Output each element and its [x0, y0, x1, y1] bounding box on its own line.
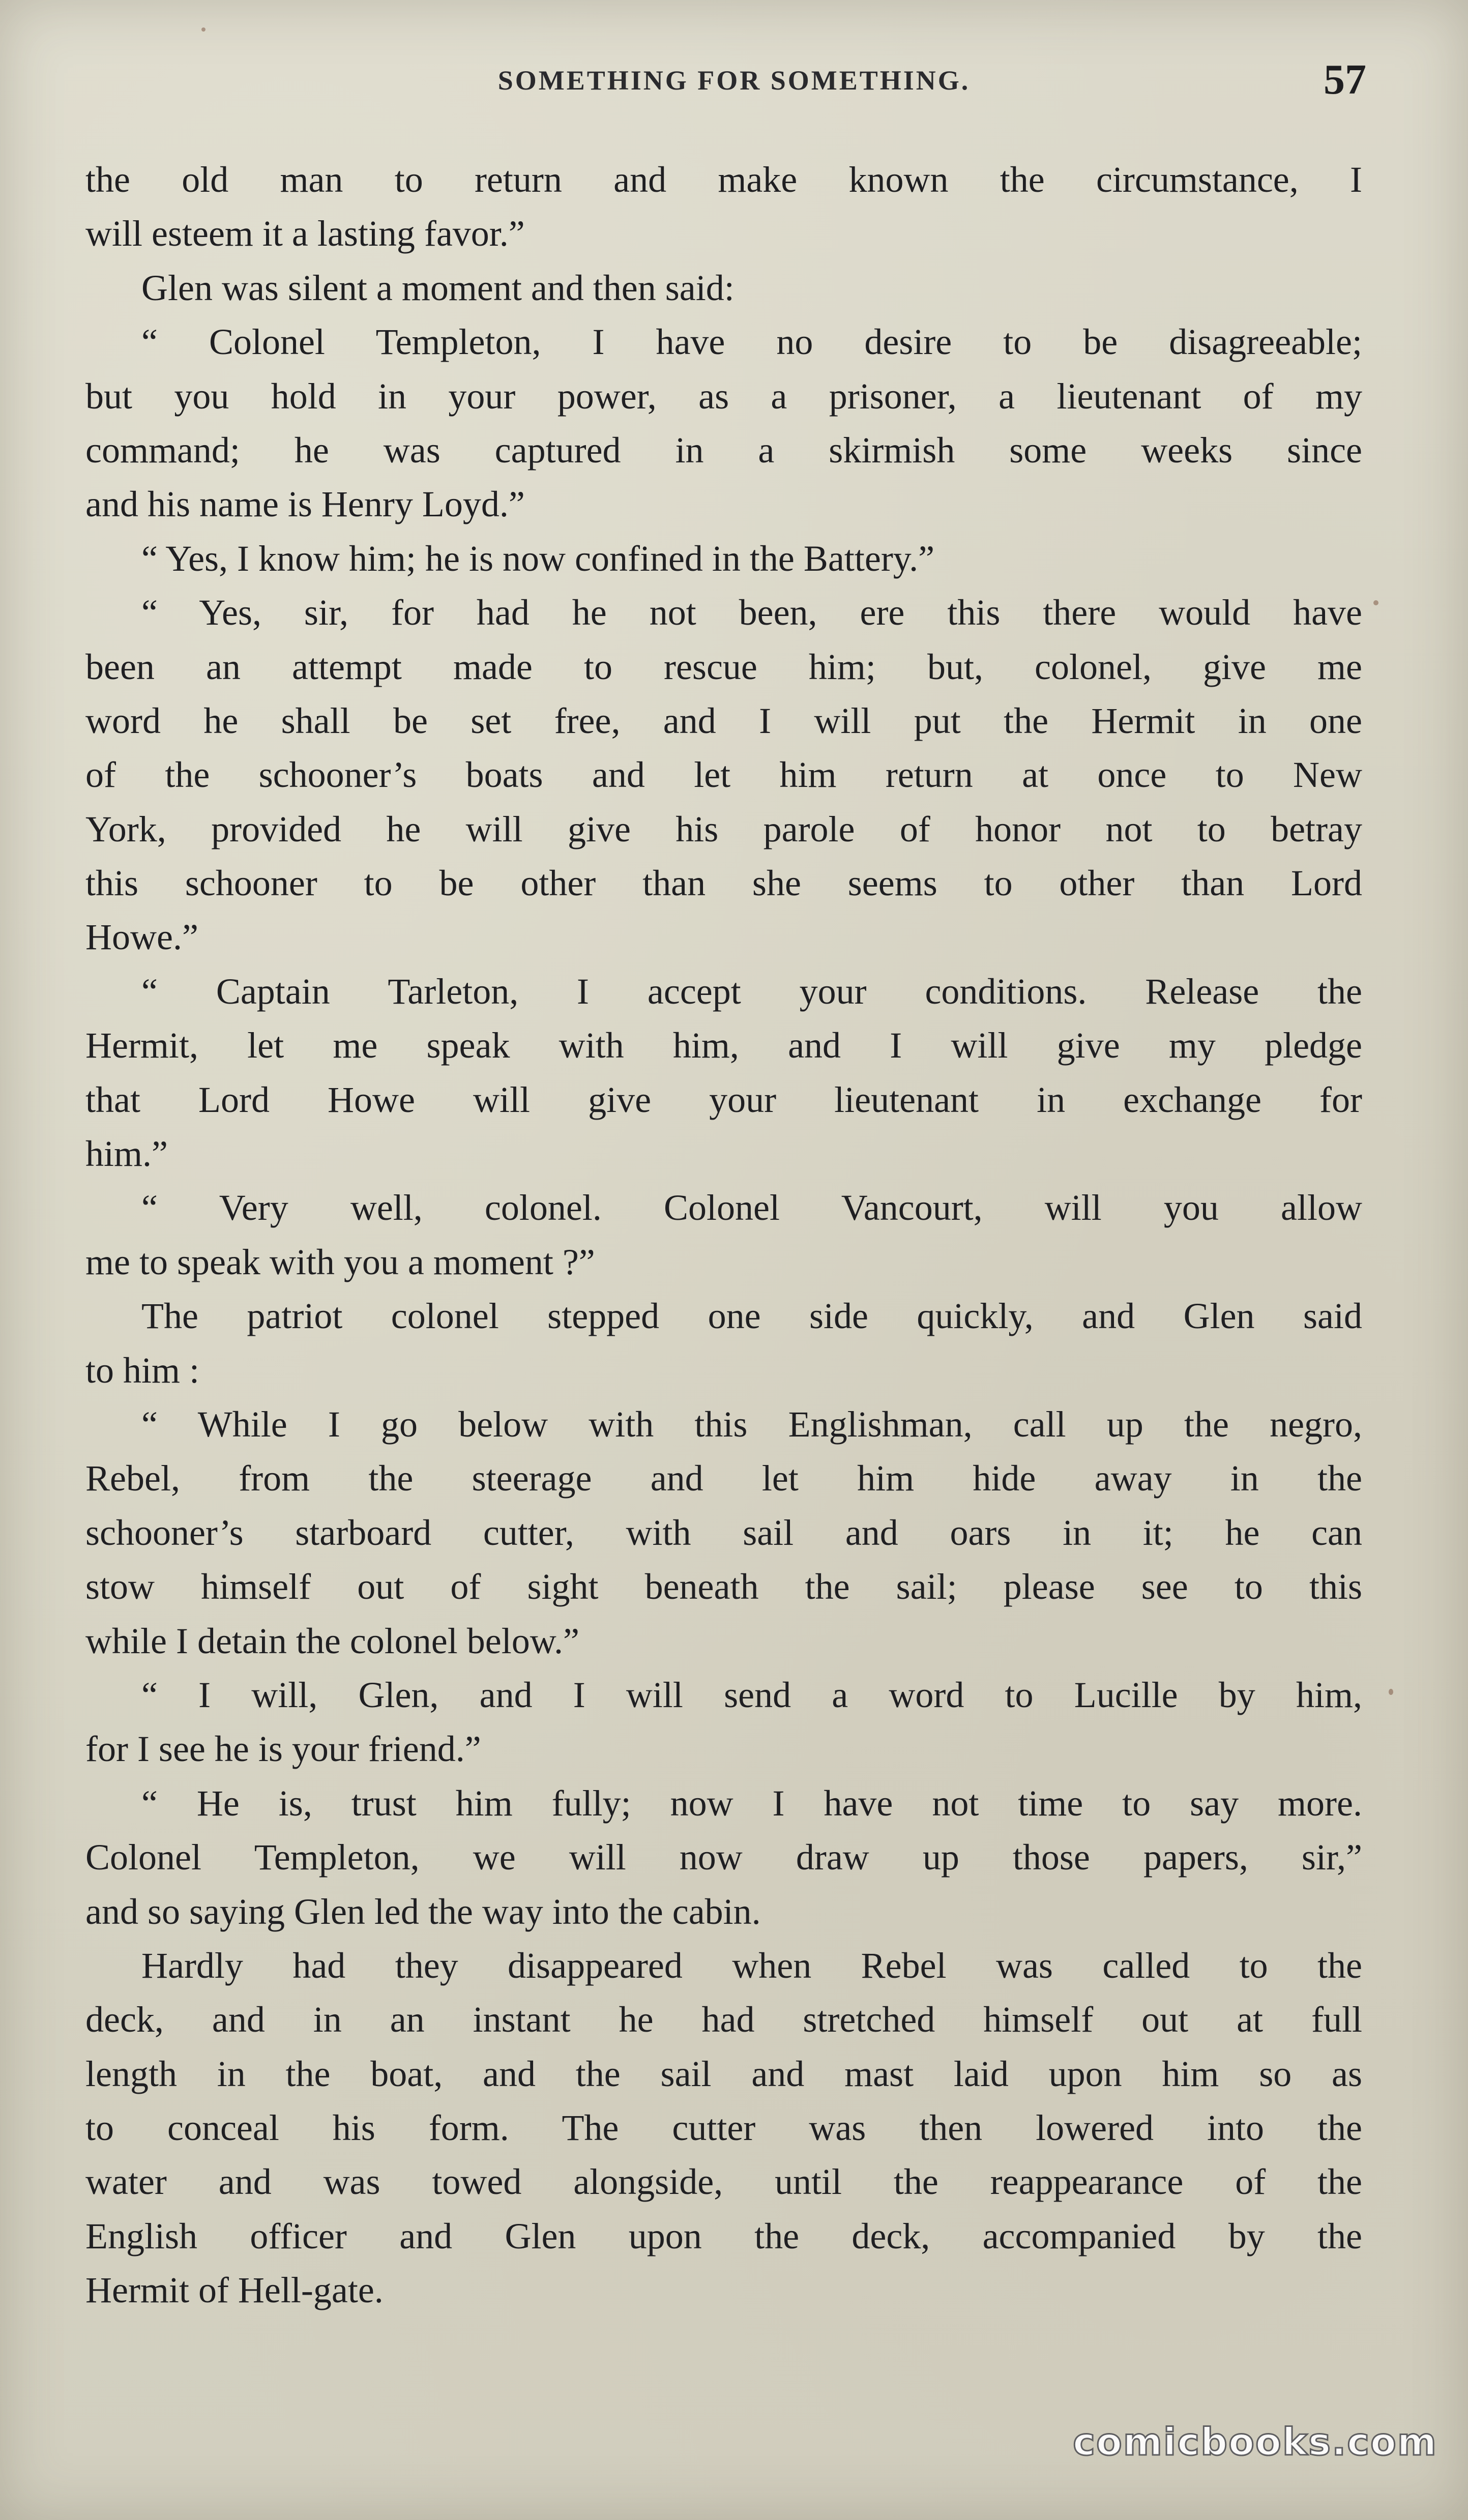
text-line: the old man to return and make known the circumstance, I	[85, 159, 1362, 200]
text-line: been an attempt made to rescue him; but, colonel, give me	[85, 646, 1362, 687]
text-line: English officer and Glen upon the deck, accompanied by the	[85, 2215, 1362, 2257]
text-line: for I see he is your friend.”	[85, 1728, 481, 1770]
text-line: The patriot colonel stepped one side quickly, and Glen said	[141, 1296, 1362, 1337]
text-line: him.”	[85, 1133, 168, 1175]
text-line: “ While I go below with this Englishman, call up the negro,	[141, 1403, 1362, 1445]
watermark-logo: comicbooks.com	[1073, 2420, 1437, 2464]
text-line: “ He is, trust him fully; now I have not time to say more.	[141, 1782, 1362, 1824]
text-line: but you hold in your power, as a prisoner, a lieutenant of my	[85, 375, 1362, 417]
text-line: Colonel Templeton, we will now draw up those papers, sir,”	[85, 1837, 1362, 1878]
text-line: “ Captain Tarleton, I accept your conditions. Release the	[141, 971, 1362, 1012]
text-line: “ Yes, sir, for had he not been, ere this there would have	[141, 592, 1362, 633]
text-line: schooner’s starboard cutter, with sail and oars in it; he can	[85, 1512, 1362, 1553]
text-line: length in the boat, and the sail and mast laid upon him so as	[85, 2053, 1362, 2094]
text-line: Hermit of Hell-gate.	[85, 2270, 384, 2311]
text-line: word he shall be set free, and I will put the Hermit in one	[85, 700, 1362, 741]
text-line: Rebel, from the steerage and let him hide away in the	[85, 1458, 1362, 1499]
text-line: water and was towed alongside, until the reappearance of the	[85, 2161, 1362, 2203]
running-title: SOMETHING FOR SOMETHING.	[497, 65, 971, 96]
text-line: “ Very well, colonel. Colonel Vancourt, will you allow	[141, 1187, 1362, 1228]
text-line: Howe.”	[85, 917, 198, 958]
text-line: while I detain the colonel below.”	[85, 1620, 579, 1661]
text-line: York, provided he will give his parole of honor not to betray	[85, 808, 1362, 849]
text-line: Hardly had they disappeared when Rebel was called to the	[141, 1945, 1362, 1986]
text-line: to conceal his form. The cutter was then lowered into the	[85, 2107, 1362, 2149]
paper-speck	[201, 27, 205, 32]
text-line: to him :	[85, 1350, 200, 1391]
text-line: Glen was silent a moment and then said:	[141, 267, 735, 308]
text-line: deck, and in an instant he had stretched himself out at full	[85, 1999, 1362, 2040]
text-line: stow himself out of sight beneath the sail; please see to this	[85, 1566, 1362, 1607]
text-line: Hermit, let me speak with him, and I will give my pledge	[85, 1025, 1362, 1066]
text-line: will esteem it a lasting favor.”	[85, 213, 525, 254]
text-line: “ I will, Glen, and I will send a word to Lucille by him,	[141, 1674, 1362, 1715]
text-line: this schooner to be other than she seems to other than Lord	[85, 863, 1362, 904]
text-line: and his name is Henry Loyd.”	[85, 484, 525, 525]
text-line: command; he was captured in a skirmish some weeks since	[85, 429, 1362, 471]
paper-speck	[1389, 1689, 1393, 1695]
text-line: of the schooner’s boats and let him return at once to New	[85, 754, 1362, 796]
page-number: 57	[1324, 56, 1366, 103]
running-head	[0, 56, 1468, 103]
text-line: “ Colonel Templeton, I have no desire to be disagreeable;	[141, 321, 1362, 363]
text-line: and so saying Glen led the way into the cabin.	[85, 1891, 761, 1932]
text-line: that Lord Howe will give your lieutenant in exchange for	[85, 1079, 1362, 1120]
body-text	[85, 153, 1362, 2318]
text-line: me to speak with you a moment ?”	[85, 1241, 595, 1282]
text-line: “ Yes, I know him; he is now confined in the Battery.”	[141, 538, 935, 579]
paper-speck	[1373, 600, 1378, 605]
